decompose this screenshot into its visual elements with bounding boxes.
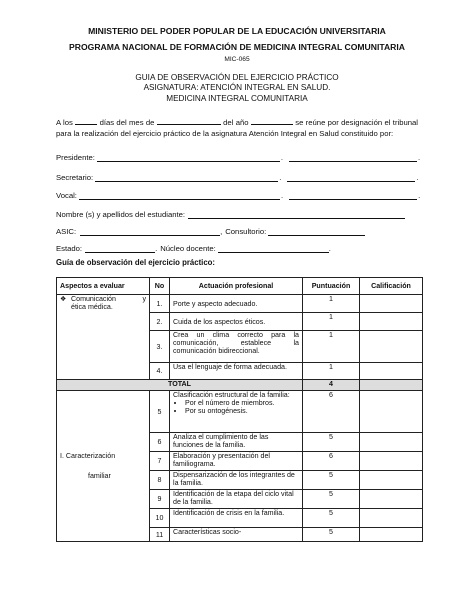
- table-row: [57, 391, 423, 433]
- table-row: [57, 295, 423, 313]
- asic-field[interactable]: [80, 227, 223, 236]
- aspect-communication-conj: y: [142, 295, 146, 303]
- row-criterion: Usa el lenguaje de forma adecuada.: [170, 363, 303, 380]
- row-grade-cell[interactable]: [360, 313, 423, 331]
- document-code: MIC-065: [224, 56, 250, 63]
- row-grade-cell[interactable]: [360, 363, 423, 380]
- vocal-label: Vocal:: [56, 191, 77, 200]
- separator-dot: .: [155, 244, 158, 253]
- presidente-name-field[interactable]: [97, 154, 280, 162]
- secretario-label: Secretario:: [56, 173, 94, 182]
- row-criterion: Crea un clima correcto para la comunicación, establece la comunicación bidireccional.: [170, 331, 303, 363]
- row-criterion: Porte y aspecto adecuado.: [170, 295, 303, 313]
- aspect-communication-line2: ética médica.: [71, 303, 113, 311]
- presidente-label: Presidente:: [56, 153, 95, 162]
- row-score: 5: [303, 528, 360, 542]
- row-criterion: Cuida de los aspectos éticos.: [170, 313, 303, 331]
- header-puntuacion: Puntuación: [303, 278, 360, 295]
- career-line: MEDICINA INTEGRAL COMUNITARIA: [166, 94, 308, 103]
- estado-line: [56, 244, 331, 253]
- nucleo-label: Núcleo docente:: [160, 244, 216, 253]
- row-number: 6: [150, 433, 170, 452]
- row-grade-cell[interactable]: [360, 509, 423, 528]
- diamond-bullet-icon: ❖: [60, 296, 67, 303]
- row-grade-cell[interactable]: [360, 452, 423, 471]
- row-score: 5: [303, 509, 360, 528]
- separator-dot: .: [416, 173, 419, 182]
- consultorio-field[interactable]: [268, 228, 365, 236]
- header-aspects: Aspectos a evaluar: [57, 278, 150, 295]
- row-grade-cell[interactable]: [360, 391, 423, 433]
- row-grade-cell[interactable]: [360, 471, 423, 490]
- separator-dot: .: [280, 153, 284, 162]
- row-score: 1: [303, 313, 360, 331]
- table-header-row: [57, 278, 423, 295]
- intro-text-1: A los: [56, 118, 73, 127]
- day-blank[interactable]: [75, 117, 97, 125]
- nucleo-field[interactable]: [218, 245, 329, 253]
- row-criterion-text: Clasificación estructural de la familia:: [173, 391, 290, 399]
- list-item: • Por su ontogénesis.: [185, 407, 299, 415]
- row-criterion: Elaboración y presentación del familiograma.: [170, 452, 303, 471]
- intro-text-2: días del mes de: [99, 118, 155, 127]
- aspect-communication-cell: [57, 295, 150, 380]
- presidente-line: [56, 153, 420, 162]
- vocal-name-field[interactable]: [79, 192, 280, 200]
- total-row: [57, 380, 423, 391]
- row-grade-cell[interactable]: [360, 433, 423, 452]
- row-score: 1: [303, 295, 360, 313]
- row-grade-cell[interactable]: [360, 490, 423, 509]
- aspect-family-cell: [57, 391, 150, 542]
- row-grade-cell[interactable]: [360, 528, 423, 542]
- row-criterion: Características socio-: [170, 528, 303, 542]
- secretario-line: [56, 173, 418, 182]
- student-name-label: Nombre (s) y apellidos del estudiante:: [56, 210, 186, 219]
- row-score: 1: [303, 331, 360, 363]
- row-criterion: Dispensarización de los integrantes de la familia.: [170, 471, 303, 490]
- aspect-family-line1: I. Caracterización: [60, 452, 116, 460]
- student-name-field[interactable]: [188, 211, 405, 219]
- header-no: No: [150, 278, 170, 295]
- list-item: • Por el número de miembros.: [185, 399, 299, 407]
- row-score: 5: [303, 490, 360, 509]
- row-number: 8: [150, 471, 170, 490]
- student-line: [56, 210, 405, 219]
- row-score: 6: [303, 391, 360, 433]
- asic-line: [56, 227, 365, 236]
- month-blank[interactable]: [157, 117, 221, 125]
- header-actuacion: Actuación profesional: [170, 278, 303, 295]
- estado-label: Estado:: [56, 244, 83, 253]
- intro-paragraph: [56, 117, 418, 139]
- separator-dot: .: [418, 191, 421, 200]
- secretario-signature-field[interactable]: [287, 174, 415, 182]
- separator-dot: .: [328, 244, 331, 253]
- asic-label: ASIC:: [56, 227, 77, 236]
- program-heading: PROGRAMA NACIONAL DE FORMACIÓN DE MEDICINA INTEGRAL COMUNITARIA: [69, 42, 405, 52]
- separator-dot: .: [280, 191, 284, 200]
- total-grade-cell[interactable]: [360, 380, 423, 391]
- row-number: 9: [150, 490, 170, 509]
- row-number: 1.: [150, 295, 170, 313]
- row-criterion: [170, 391, 303, 433]
- year-blank[interactable]: [251, 117, 293, 125]
- row-grade-cell[interactable]: [360, 295, 423, 313]
- separator-dot: .: [418, 153, 421, 162]
- row-score: 5: [303, 471, 360, 490]
- secretario-name-field[interactable]: [95, 174, 278, 182]
- row-number: 3.: [150, 331, 170, 363]
- row-number: 11: [150, 528, 170, 542]
- row-criterion: Identificación de crisis en la familia.: [170, 509, 303, 528]
- criterion-bullet-list: [173, 399, 299, 415]
- row-score: 6: [303, 452, 360, 471]
- row-score: 1: [303, 363, 360, 380]
- consultorio-label: Consultorio:: [225, 227, 267, 236]
- estado-field[interactable]: [85, 244, 158, 253]
- row-score: 5: [303, 433, 360, 452]
- total-score: 4: [303, 380, 360, 391]
- header-calificacion: Calificación: [360, 278, 423, 295]
- row-criterion: Analiza el cumplimiento de las funciones de la familia.: [170, 433, 303, 452]
- vocal-line: [56, 191, 420, 200]
- vocal-signature-field[interactable]: [289, 192, 417, 200]
- guide-section-title: Guía de observación del ejercicio práctico:: [56, 258, 216, 267]
- intro-text-3: del año: [223, 118, 249, 127]
- ministry-heading: MINISTERIO DEL PODER POPULAR DE LA EDUCACIÓN UNIVERSITARIA: [88, 26, 386, 36]
- row-grade-cell[interactable]: [360, 331, 423, 363]
- total-label: TOTAL: [57, 380, 303, 391]
- row-number: 10: [150, 509, 170, 528]
- row-criterion: Identificación de la etapa del ciclo vital de la familia.: [170, 490, 303, 509]
- row-number: 7: [150, 452, 170, 471]
- row-number: 5: [150, 391, 170, 433]
- guide-title-line: GUIA DE OBSERVACIÓN DEL EJERCICIO PRÁCTICO: [135, 73, 339, 82]
- row-number: 4.: [150, 363, 170, 380]
- separator-comma: ,: [220, 227, 223, 236]
- separator-dot: .: [279, 173, 282, 182]
- presidente-signature-field[interactable]: [289, 154, 417, 162]
- evaluation-table: [56, 277, 423, 542]
- aspect-family-line2: familiar: [88, 472, 111, 480]
- subject-line: ASIGNATURA: ATENCIÓN INTEGRAL EN SALUD.: [143, 83, 331, 92]
- aspect-communication-word: Comunicación: [71, 295, 116, 303]
- intro-text-4: se reúne por designación el tribunal para la realización del ejercicio práctico de la asignatura Atención Integral en Salud constituido por:: [56, 118, 419, 138]
- row-number: 2.: [150, 313, 170, 331]
